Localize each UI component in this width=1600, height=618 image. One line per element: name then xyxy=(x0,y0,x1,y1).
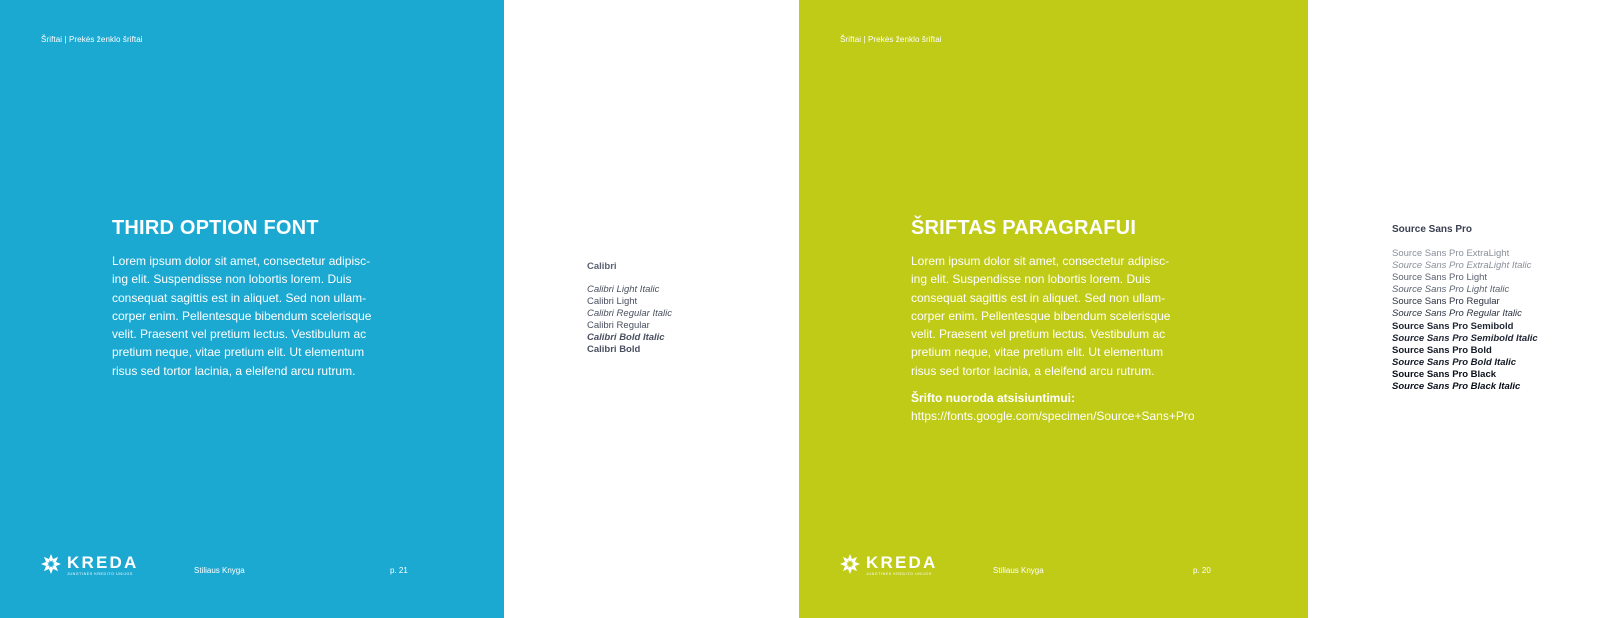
specimen-title: Source Sans Pro xyxy=(1392,224,1473,235)
breadcrumb: Šriftai | Prekės ženklo šriftai xyxy=(840,35,942,44)
body-line: consequat sagittis est in aliquet. Sed non ullam- xyxy=(112,290,367,305)
list-item: Calibri Bold Italic xyxy=(587,332,665,344)
page-sriftas-paragrafui xyxy=(799,0,1308,618)
list-item: Calibri Regular xyxy=(587,320,650,332)
list-item: Source Sans Pro Bold Italic xyxy=(1392,356,1517,368)
body-line: velit. Praesent vel pretium lectus. Vestibulum ac xyxy=(112,327,367,342)
source-sans-specimen xyxy=(1308,0,1600,618)
list-item: Calibri Light xyxy=(587,296,638,308)
list-item: Source Sans Pro Semibold xyxy=(1392,320,1514,332)
logo-tagline: JUNGTINĖS KREDITO UNIJOS xyxy=(866,572,932,576)
body-line: velit. Praesent vel pretium lectus. Vestibulum ac xyxy=(911,327,1166,342)
page-third-option-font xyxy=(0,0,504,618)
list-item: Source Sans Pro Light Italic xyxy=(1392,284,1510,296)
logo-wordmark: KREDA xyxy=(67,553,139,572)
breadcrumb: Šriftai | Prekės ženklo šriftai xyxy=(41,35,143,44)
page-title: ŠRIFTAS PARAGRAFUI xyxy=(911,217,1137,239)
body-paragraph xyxy=(911,252,1173,380)
footer-book-title: Stiliaus Knyga xyxy=(194,566,245,575)
list-item: Source Sans Pro Semibold Italic xyxy=(1392,332,1538,344)
body-paragraph xyxy=(112,252,374,380)
body-line: ing elit. Suspendisse non lobortis lorem. Duis xyxy=(911,272,1151,287)
body-line: Lorem ipsum dolor sit amet, consectetur adipisc- xyxy=(911,254,1170,268)
body-line: risus sed tortor lacinia, a eleifend arcu rutrum. xyxy=(112,363,356,378)
list-item: Source Sans Pro Regular Italic xyxy=(1392,308,1522,320)
list-item: Calibri Bold xyxy=(587,344,641,356)
list-item: Source Sans Pro ExtraLight Italic xyxy=(1392,260,1532,272)
body-line: Lorem ipsum dolor sit amet, consectetur adipisc- xyxy=(112,254,371,268)
snowflake-icon xyxy=(40,553,62,575)
logo-tagline: JUNGTINĖS KREDITO UNIJOS xyxy=(67,572,133,576)
body-line: pretium neque, vitae pretium elit. Ut elementum xyxy=(112,345,365,360)
body-line: corper enim. Pellentesque bibendum scelerisque xyxy=(911,308,1171,323)
list-item: Source Sans Pro ExtraLight xyxy=(1392,248,1510,259)
body-line: ing elit. Suspendisse non lobortis lorem. Duis xyxy=(112,272,352,287)
footer-book-title: Stiliaus Knyga xyxy=(993,566,1044,575)
list-item: Source Sans Pro Black Italic xyxy=(1392,381,1521,393)
download-link-label: Šrifto nuoroda atsisiuntimui: xyxy=(911,391,1075,405)
logo-wordmark: KREDA xyxy=(866,553,938,572)
snowflake-icon xyxy=(839,553,861,575)
page-number: p. 21 xyxy=(390,566,408,575)
kreda-logo xyxy=(40,552,140,578)
body-line: consequat sagittis est in aliquet. Sed non ullam- xyxy=(911,290,1166,305)
specimen-title: Calibri xyxy=(587,261,617,272)
kreda-logo xyxy=(839,552,939,578)
font-download-link[interactable]: https://fonts.google.com/specimen/Source+Sans+Pro xyxy=(911,409,1195,423)
list-item: Calibri Regular Italic xyxy=(587,308,673,320)
list-item: Source Sans Pro Black xyxy=(1392,368,1497,380)
page-number: p. 20 xyxy=(1193,566,1211,575)
page-title: THIRD OPTION FONT xyxy=(112,217,319,239)
list-item: Source Sans Pro Light xyxy=(1392,272,1488,284)
body-line: corper enim. Pellentesque bibendum scelerisque xyxy=(112,308,372,323)
list-item: Source Sans Pro Bold xyxy=(1392,344,1492,356)
list-item: Source Sans Pro Regular xyxy=(1392,296,1500,308)
list-item: Calibri Light Italic xyxy=(587,284,660,295)
specimen-list xyxy=(587,284,672,357)
specimen-list xyxy=(1392,248,1538,393)
calibri-specimen xyxy=(504,0,799,618)
body-line: risus sed tortor lacinia, a eleifend arcu rutrum. xyxy=(911,363,1155,378)
body-line: pretium neque, vitae pretium elit. Ut elementum xyxy=(911,345,1164,360)
